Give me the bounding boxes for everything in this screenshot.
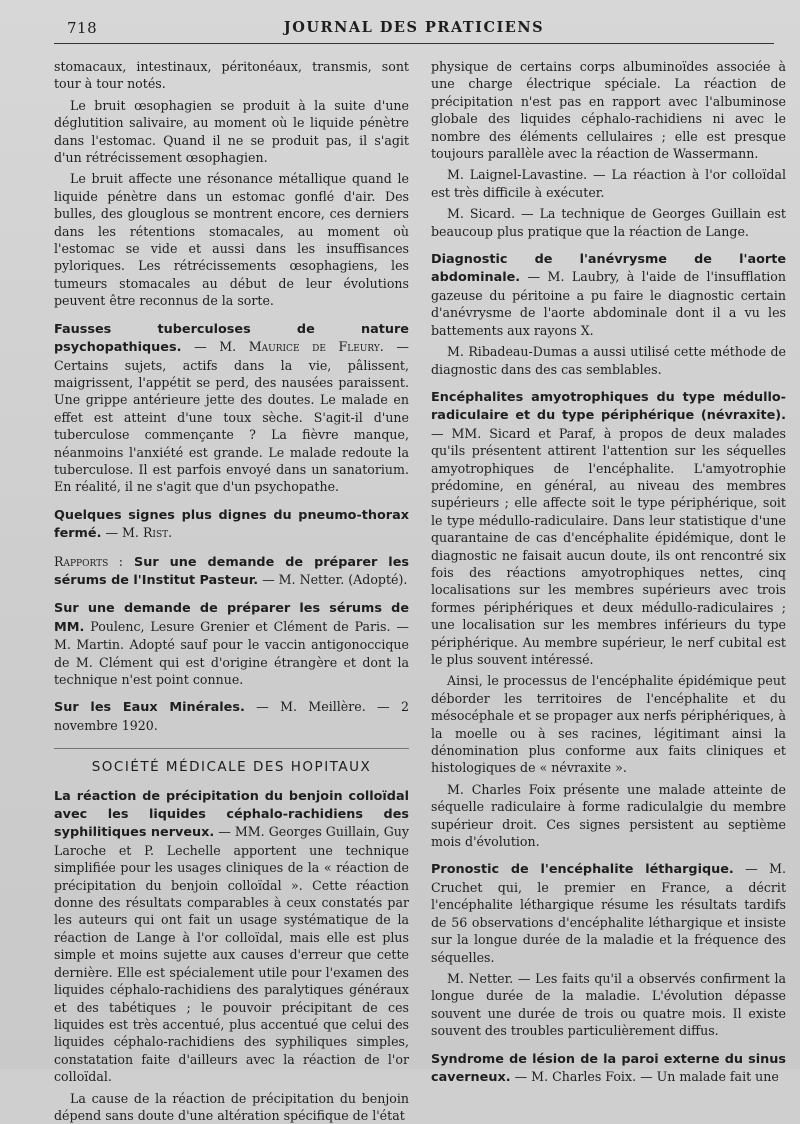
article-serums xyxy=(54,599,409,688)
paragraph: M. Ribadeau-Dumas a aussi utilisé cette méthode de diagnostic dans des cas semblables. xyxy=(431,344,786,377)
right-column xyxy=(431,58,787,1085)
page-header xyxy=(54,14,774,36)
article-heading: Encéphalites amyotrophiques du type médullo-radiculaire et du type périphérique (névraxite). xyxy=(431,389,786,424)
article-text: — M. Charles Foix. — Un malade fait une xyxy=(510,1068,779,1084)
article-text: — M. Netter. (Adopté). xyxy=(258,571,408,587)
article-text: — M. Cruchet qui, le premier en France, a décrit l'encéphalite léthargique résume les résultats tardifs de 56 observations d'encéphalite léthargique et insiste sur la longue durée de la maladie et la fréquence des séquelles. xyxy=(431,861,787,965)
paragraph: La cause de la réaction de précipitation du benjoin dépend sans doute d'une altération spécifique de l'état xyxy=(54,1090,409,1123)
article-heading: Pronostic de l'encéphalite léthargique. xyxy=(431,862,734,878)
article-heading: Sur une demande de préparer les sérums de l'Institut Pasteur. xyxy=(54,554,409,588)
paragraph: M. Laignel-Lavastine. — La réaction à l'or colloïdal est très difficile à exécuter. xyxy=(431,167,786,200)
article-fausses-tuberculoses xyxy=(54,320,409,496)
article-pronostic xyxy=(431,860,786,965)
paragraph: M. Sicard. — La technique de Georges Guillain est beaucoup plus pratique que la réaction de Lange. xyxy=(431,206,786,239)
paragraph: Ainsi, le processus de l'encéphalite épidémique peut déborder les territoires de l'encéphalite et du mésocéphale et se propager aux nerfs périphériques, à la moelle ou à ses racines, légitimant ainsi la dénomination plus conforme aux faits cliniques et histologiques de « névraxite ». xyxy=(431,673,786,776)
article-anevrysme xyxy=(431,250,786,339)
article-heading: Sur une demande de préparer les sérums de MM. xyxy=(54,601,409,635)
paragraph: physique de certains corps albuminoïdes associée à une charge électrique spéciale. La réaction de précipitation n'est pas en rapport avec l'albuminose globale des liquides céphalo-rachidiens ni avec le nombre des éléments cellulaires ; elle est presque toujours parallèle avec la réaction de Wassermann. xyxy=(431,59,786,162)
article-text: — Certains sujets, actifs dans la vie, pâlissent, maigrissent, l'appétit se perd, des nausées paraissent. Une grippe antérieure jette des doutes. Le malade en effet est atteint d'une toux sèche. S'agit-il d'une tuberculose commençante ? La fièvre manque, néanmoins l'anxiété est grande. Le malade redoute la tuberculose. Il est parfois envoyé dans un sanatorium. En réalité, il ne s'agit que d'un psychopathe. xyxy=(54,339,410,495)
article-author: — M. Maurice de Fleury. xyxy=(194,339,384,355)
page-number: 718 xyxy=(67,19,98,37)
paragraph: Le bruit affecte une résonance métallique quand le liquide pénètre dans un estomac gonflé d'air. Des bulles, des glouglous se montrent encore, ces derniers dans les rétentions stomacales, au moment où l'estomac se vide et aussi dans les insuffisances pyloriques. Les rétrécissements œsophagiens, les tumeurs stomacales au début de leur évolutions peuvent être reconnus de la sorte. xyxy=(54,171,409,309)
article-text: — MM. Georges Guillain, Guy Laroche et P. Lechelle apportent une technique simplifiée pour les usages cliniques de la « réaction de précipitation du benjoin colloïdal ». Cette réaction donne des résultats comparables à ceux constatés par les auteurs qui ont fait un usage systématique de la réaction de Lange à l'or colloïdal, mais elle est plus simple et moins sujette aux causes d'erreur que cette dernière. Elle est spécialement utile pour l'examen des liquides céphalo-rachidiens des paralytiques généraux et des tabétiques ; le pouvoir précipitant de ces liquides est très accentué, plus accentué que celui des liquides céphalo-rachidiens des syphiliques simples, constatation faite d'ailleurs avec la réaction de l'or colloïdal. xyxy=(54,824,410,1085)
rapports-label: Rapports : xyxy=(54,553,124,569)
article-rapports xyxy=(54,553,409,590)
article-heading: Fausses tuberculoses de nature psychopathiques. xyxy=(54,321,409,356)
article-encephalites xyxy=(431,388,786,669)
section-title: SOCIÉTÉ MÉDICALE DES HOPITAUX xyxy=(54,748,409,776)
left-column xyxy=(54,58,410,1123)
article-sinus-caverneux xyxy=(431,1050,786,1087)
article-heading: Sur les Eaux Minérales. xyxy=(54,700,245,716)
article-text: — M. Laubry, à l'aide de l'insufflation gazeuse du péritoine a pu faire le diagnostic certain d'anévrysme de l'aorte abdominale dont il a vu les battements aux rayons X. xyxy=(431,269,786,338)
article-eaux-minerales xyxy=(54,698,409,734)
paragraph: M. Charles Foix présente une malade atteinte de séquelle radiculaire à forme radiculalgie du membre supérieur droit. Ces signes persistent au septième mois d'évolution. xyxy=(431,781,786,850)
article-text: — M. Meillère. — 2 novembre 1920. xyxy=(54,699,409,733)
article-heading: Syndrome de lésion de la paroi externe du sinus caverneux. xyxy=(431,1051,786,1085)
article-text: Poulenc, Lesure Grenier et Clément de Paris. — M. Martin. Adopté sauf pour le vaccin antigonoccique de M. Clément qui est d'origine étrangère et dont la technique n'est point connue. xyxy=(54,618,409,687)
article-benjoin xyxy=(54,787,409,1086)
paragraph: M. Netter. — Les faits qu'il a observés confirment la longue durée de la maladie. L'évolution dépasse souvent une durée de trois ou quatre mois. Il existe souvent des troubles particulièrement diffus. xyxy=(431,970,786,1039)
article-text: — MM. Sicard et Paraf, à propos de deux malades qu'ils présentent attirent l'attention sur les séquelles amyotrophiques de l'encéphalite. L'amyotrophie prédomine, en général, au niveau des membres supérieurs ; elle affecte soit le type périphérique, soit le type médullo-radiculaire. Dans leur statistique d'une quarantaine de cas d'encéphalite épidémique, dont le diagnostic ne faisait aucun doute, ils ont rencontré six fois des réactions amyotrophiques nettes, cinq localisations sur les membres supérieurs avec trois formes périphériques et deux médullo-radiculaires ; une localisation sur les membres inférieurs du type périphérique. Au membre supérieur, le nerf cubital est le plus souvent intéressé. xyxy=(431,425,786,667)
article-heading: La réaction de précipitation du benjoin colloïdal avec les liquides céphalo-rachidiens des syphilitiques nerveux. xyxy=(54,788,409,841)
article-pneumothorax xyxy=(54,506,409,543)
text-columns xyxy=(54,58,787,1123)
article-heading: Quelques signes plus dignes du pneumo-thorax fermé. xyxy=(54,507,409,542)
header-rule xyxy=(54,43,774,44)
paragraph: stomacaux, intestinaux, péritonéaux, transmis, sont tour à tour notés. xyxy=(54,59,409,92)
article-author: — M. Rist. xyxy=(101,525,173,541)
paragraph: Le bruit œsophagien se produit à la suite d'une déglutition salivaire, au moment où le liquide pénètre dans l'estomac. Quand il ne se produit pas, il s'agit d'un rétrécissement œsophagien. xyxy=(54,97,409,166)
article-heading: Diagnostic de l'anévrysme de l'aorte abdominale. xyxy=(431,252,786,286)
journal-title: JOURNAL DES PRATICIENS xyxy=(283,19,545,36)
